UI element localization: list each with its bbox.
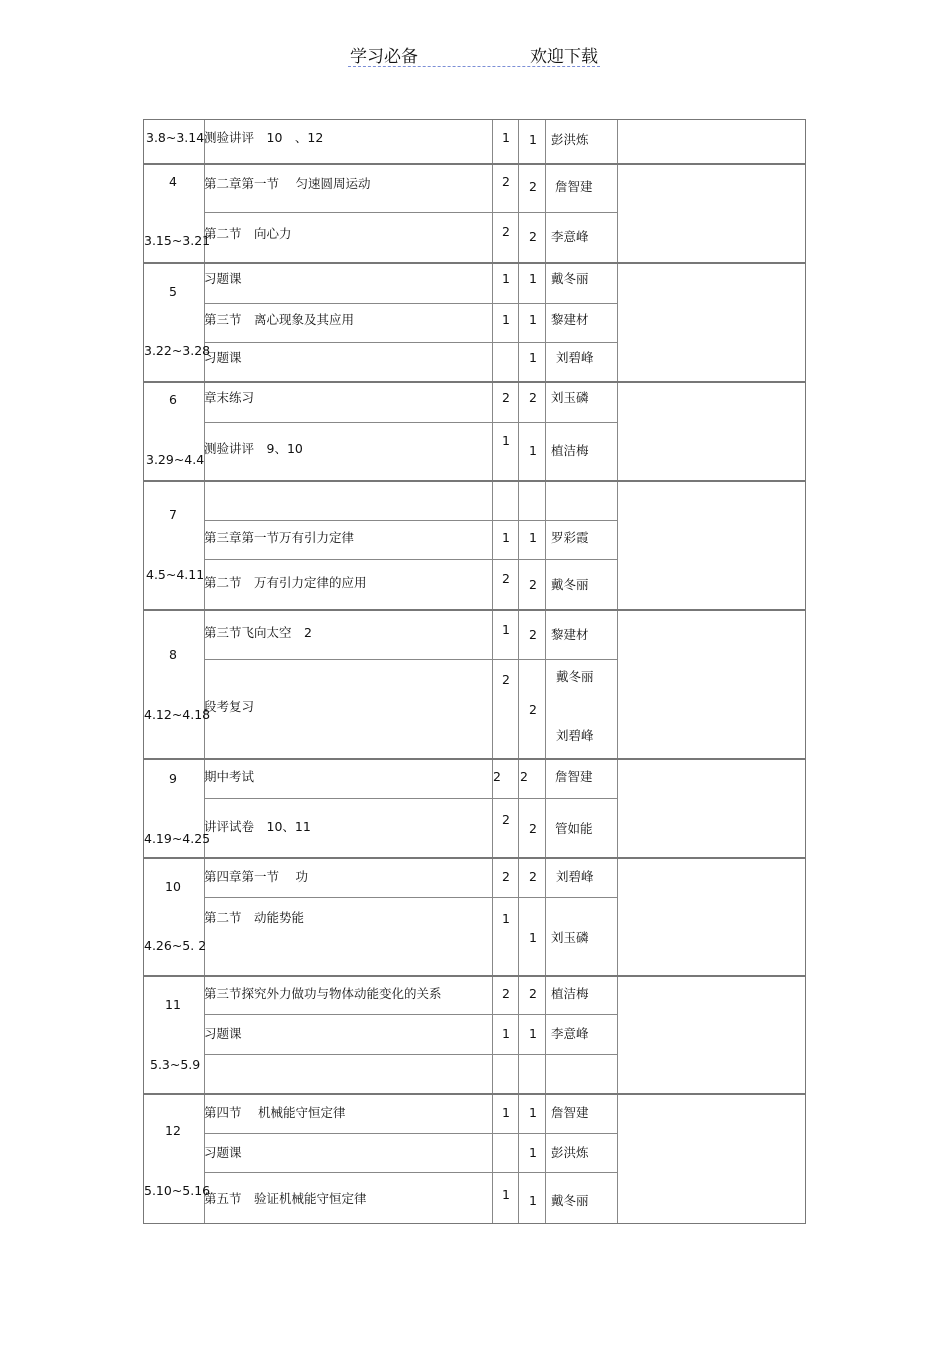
row-divider (204, 659, 617, 660)
week-number: 6 (169, 392, 177, 407)
row-content: 第二节 万有引力定律的应用 (204, 575, 367, 590)
row-content: 测验讲评 10 、12 (204, 130, 324, 145)
row-content: 第四节 机械能守恒定律 (204, 1105, 346, 1120)
row-divider (204, 559, 617, 560)
week-divider (144, 262, 805, 264)
row-hours-a: 2 (502, 174, 510, 189)
row-content: 期中考试 (204, 769, 255, 784)
row-hours-a: 1 (502, 1105, 510, 1120)
row-hours-b: 2 (529, 577, 537, 592)
row-content: 第三节 离心现象及其应用 (204, 312, 355, 327)
week-number: 12 (165, 1123, 181, 1138)
row-hours-b: 1 (529, 930, 537, 945)
row-teacher: 詹智建 (555, 769, 593, 784)
week-divider (144, 1093, 805, 1095)
row-teacher: 彭洪炼 (551, 132, 589, 147)
row-hours-a: 1 (502, 312, 510, 327)
row-content: 习题课 (204, 350, 242, 365)
row-teacher: 刘玉磷 (551, 390, 589, 405)
week-number: 11 (165, 997, 181, 1012)
row-content: 第四章第一节 功 (204, 869, 308, 884)
row-teacher: 管如能 (555, 821, 593, 836)
row-hours-a: 1 (502, 530, 510, 545)
row-hours-b: 1 (529, 530, 537, 545)
row-divider (204, 1133, 617, 1134)
row-content: 习题课 (204, 1026, 242, 1041)
col-divider-a (518, 120, 519, 1223)
row-hours-a: 2 (502, 869, 510, 884)
col-divider-teacher (617, 120, 618, 1223)
week-date: 4.12~4.18 (144, 707, 211, 722)
row-hours-a: 1 (502, 271, 510, 286)
row-content: 第三章第一节万有引力定律 (204, 530, 355, 545)
row-teacher-second: 刘碧峰 (556, 728, 594, 743)
row-teacher: 李意峰 (551, 1026, 589, 1041)
week-number: 10 (165, 879, 181, 894)
week-divider (144, 381, 805, 383)
col-divider-content (492, 120, 493, 1223)
week-date: 3.22~3.28 (144, 343, 211, 358)
row-hours-b: 1 (529, 312, 537, 327)
row-hours-a: 1 (502, 622, 510, 637)
row-teacher: 刘玉磷 (551, 930, 589, 945)
row-divider (204, 422, 617, 423)
row-divider (204, 1054, 617, 1055)
row-hours-b: 2 (529, 179, 537, 194)
row-content: 第五节 验证机械能守恒定律 (204, 1191, 367, 1206)
row-content: 第三节飞向太空 2 (204, 625, 312, 640)
row-divider (204, 303, 617, 304)
row-teacher: 黎建材 (551, 312, 589, 327)
row-divider (204, 1014, 617, 1015)
col-divider-b (545, 120, 546, 1223)
row-hours-a: 2 (502, 986, 510, 1001)
row-teacher: 刘碧峰 (556, 869, 594, 884)
row-hours-a: 2 (502, 571, 510, 586)
row-teacher: 刘碧峰 (556, 350, 594, 365)
row-teacher: 詹智建 (551, 1105, 589, 1120)
row-content: 章末练习 (204, 390, 255, 405)
week-divider (144, 480, 805, 482)
row-hours-a: 1 (502, 433, 510, 448)
row-content: 第三节探究外力做功与物体动能变化的关系 (204, 986, 442, 1001)
row-teacher: 植洁梅 (551, 443, 589, 458)
row-hours-b: 2 (529, 627, 537, 642)
row-hours-a: 1 (502, 1187, 510, 1202)
row-teacher: 戴冬丽 (551, 1193, 589, 1208)
page-header (348, 40, 600, 67)
row-hours-a: 2 (502, 224, 510, 239)
row-teacher: 戴冬丽 (551, 577, 589, 592)
schedule-table (143, 119, 806, 1224)
week-divider (144, 758, 805, 760)
row-teacher: 彭洪炼 (551, 1145, 589, 1160)
row-divider (204, 798, 617, 799)
row-divider (204, 897, 617, 898)
week-number: 5 (169, 284, 177, 299)
header-right-text: 欢迎下载 (530, 47, 598, 67)
row-hours-b: 1 (529, 132, 537, 147)
row-content: 第二节 动能势能 (204, 910, 305, 925)
week-number: 9 (169, 771, 177, 786)
week-divider (144, 163, 805, 165)
week-date: 4.26~5. 2 (144, 938, 207, 953)
row-teacher: 黎建材 (551, 627, 589, 642)
week-date: 4.5~4.11 (146, 567, 205, 582)
week-date: 4.19~4.25 (144, 831, 211, 846)
week-date: 3.29~4.4 (146, 452, 205, 467)
week-divider (144, 857, 805, 859)
week-number: 7 (169, 507, 177, 522)
row-hours-a: 1 (502, 130, 510, 145)
row-hours-a: 1 (502, 1026, 510, 1041)
row-hours-b: 1 (529, 443, 537, 458)
row-hours-b: 2 (529, 229, 537, 244)
row-hours-b: 2 (529, 702, 537, 717)
row-hours-b: 1 (529, 271, 537, 286)
row-hours-b: 2 (529, 821, 537, 836)
row-divider (204, 212, 617, 213)
row-teacher: 戴冬丽 (556, 669, 594, 684)
week-date: 3.8~3.14 (146, 130, 205, 145)
row-hours-b: 1 (529, 1026, 537, 1041)
row-hours-b: 1 (529, 1193, 537, 1208)
row-teacher: 罗彩霞 (551, 530, 589, 545)
week-divider (144, 609, 805, 611)
row-hours-b: 2 (529, 869, 537, 884)
row-hours-a: 2 (502, 390, 510, 405)
row-teacher: 戴冬丽 (551, 271, 589, 286)
row-content: 习题课 (204, 1145, 242, 1160)
week-divider (144, 975, 805, 977)
week-date: 5.3~5.9 (150, 1057, 201, 1072)
row-divider (204, 342, 617, 343)
row-content: 测验讲评 9、10 (204, 441, 303, 456)
header-left-text: 学习必备 (350, 47, 418, 67)
row-hours-a: 1 (502, 911, 510, 926)
row-hours-a: 2 (502, 812, 510, 827)
row-content: 第二章第一节 匀速圆周运动 (204, 176, 371, 191)
row-content: 第二节 向心力 (204, 226, 292, 241)
row-hours-a: 2 (493, 769, 501, 784)
week-date: 3.15~3.21 (144, 233, 211, 248)
row-teacher: 詹智建 (555, 179, 593, 194)
row-hours-b: 2 (529, 390, 537, 405)
week-number: 8 (169, 647, 177, 662)
row-teacher: 李意峰 (551, 229, 589, 244)
row-hours-b: 2 (529, 986, 537, 1001)
row-hours-a: 2 (502, 672, 510, 687)
row-divider (204, 1172, 617, 1173)
row-content: 讲评试卷 10、11 (204, 819, 311, 834)
row-content: 习题课 (204, 271, 242, 286)
row-hours-b: 1 (529, 1105, 537, 1120)
week-number: 4 (169, 174, 177, 189)
week-date: 5.10~5.16 (144, 1183, 211, 1198)
row-content: 段考复习 (204, 699, 255, 714)
row-hours-b: 2 (520, 769, 528, 784)
row-hours-b: 1 (529, 1145, 537, 1160)
row-divider (204, 520, 617, 521)
row-teacher: 植洁梅 (551, 986, 589, 1001)
row-hours-b: 1 (529, 350, 537, 365)
